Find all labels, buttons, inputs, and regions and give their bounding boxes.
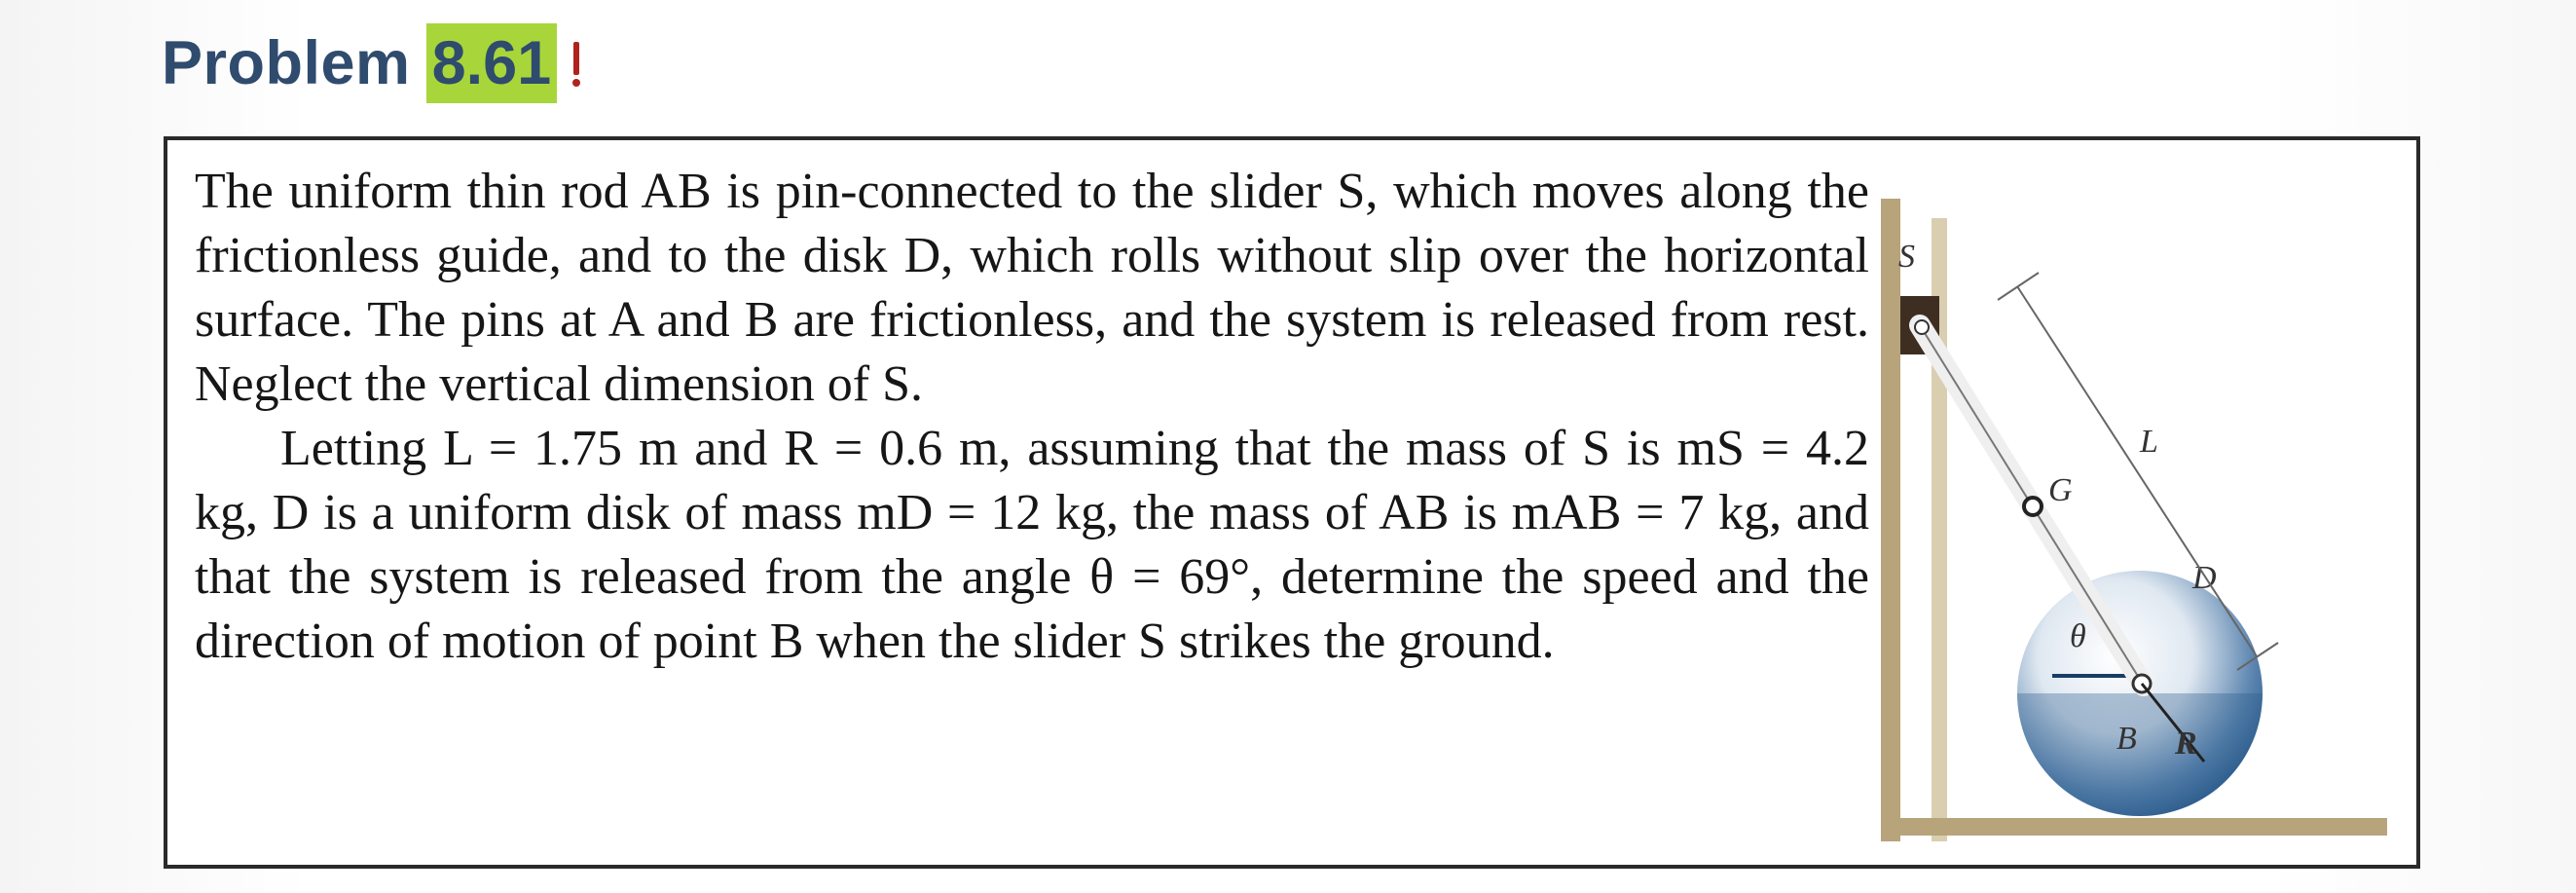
pin-a (1915, 320, 1929, 334)
label-s: S (1898, 239, 1915, 275)
mechanism-figure (1861, 160, 2407, 861)
label-theta: θ (2070, 618, 2086, 654)
statement-paragraph-2: Letting L = 1.75 m and R = 0.6 m, assuming that the mass of S is mS = 4.2 kg, D is a uniform disk of mass mD = 12 kg, the mass of AB is mAB = 7 kg, and that the system is released from the angle θ = 69°, determine the speed and the direction of motion of point B when the slider S strikes the ground. (195, 421, 1869, 669)
statement-paragraph-1: The uniform thin rod AB is pin-connected to the slider S, which moves along the frictionless guide, and to the disk D, which rolls without slip over the horizontal surface. The pins at A and B are frictionless, and the system is released from rest. Neglect the vertical dimension of S. (195, 164, 1869, 412)
ground-surface (1881, 818, 2387, 836)
problem-number-highlight[interactable]: 8.61 (426, 23, 558, 103)
guide-wall (1881, 199, 1900, 841)
mechanism-diagram (1861, 160, 2407, 861)
dimension-tick-top (1998, 273, 2039, 300)
problem-heading (162, 23, 582, 103)
label-b: B (2116, 721, 2137, 757)
label-l: L (2140, 424, 2158, 460)
disk-shadow (2017, 693, 2263, 816)
label-g: G (2048, 472, 2073, 508)
center-of-mass-g (2024, 498, 2042, 515)
label-r: R (2175, 726, 2197, 762)
problem-statement (195, 160, 1869, 674)
exclamation-icon (570, 38, 582, 89)
problem-title: Problem (162, 29, 411, 97)
label-d: D (2192, 560, 2217, 596)
problem-box (164, 136, 2420, 869)
